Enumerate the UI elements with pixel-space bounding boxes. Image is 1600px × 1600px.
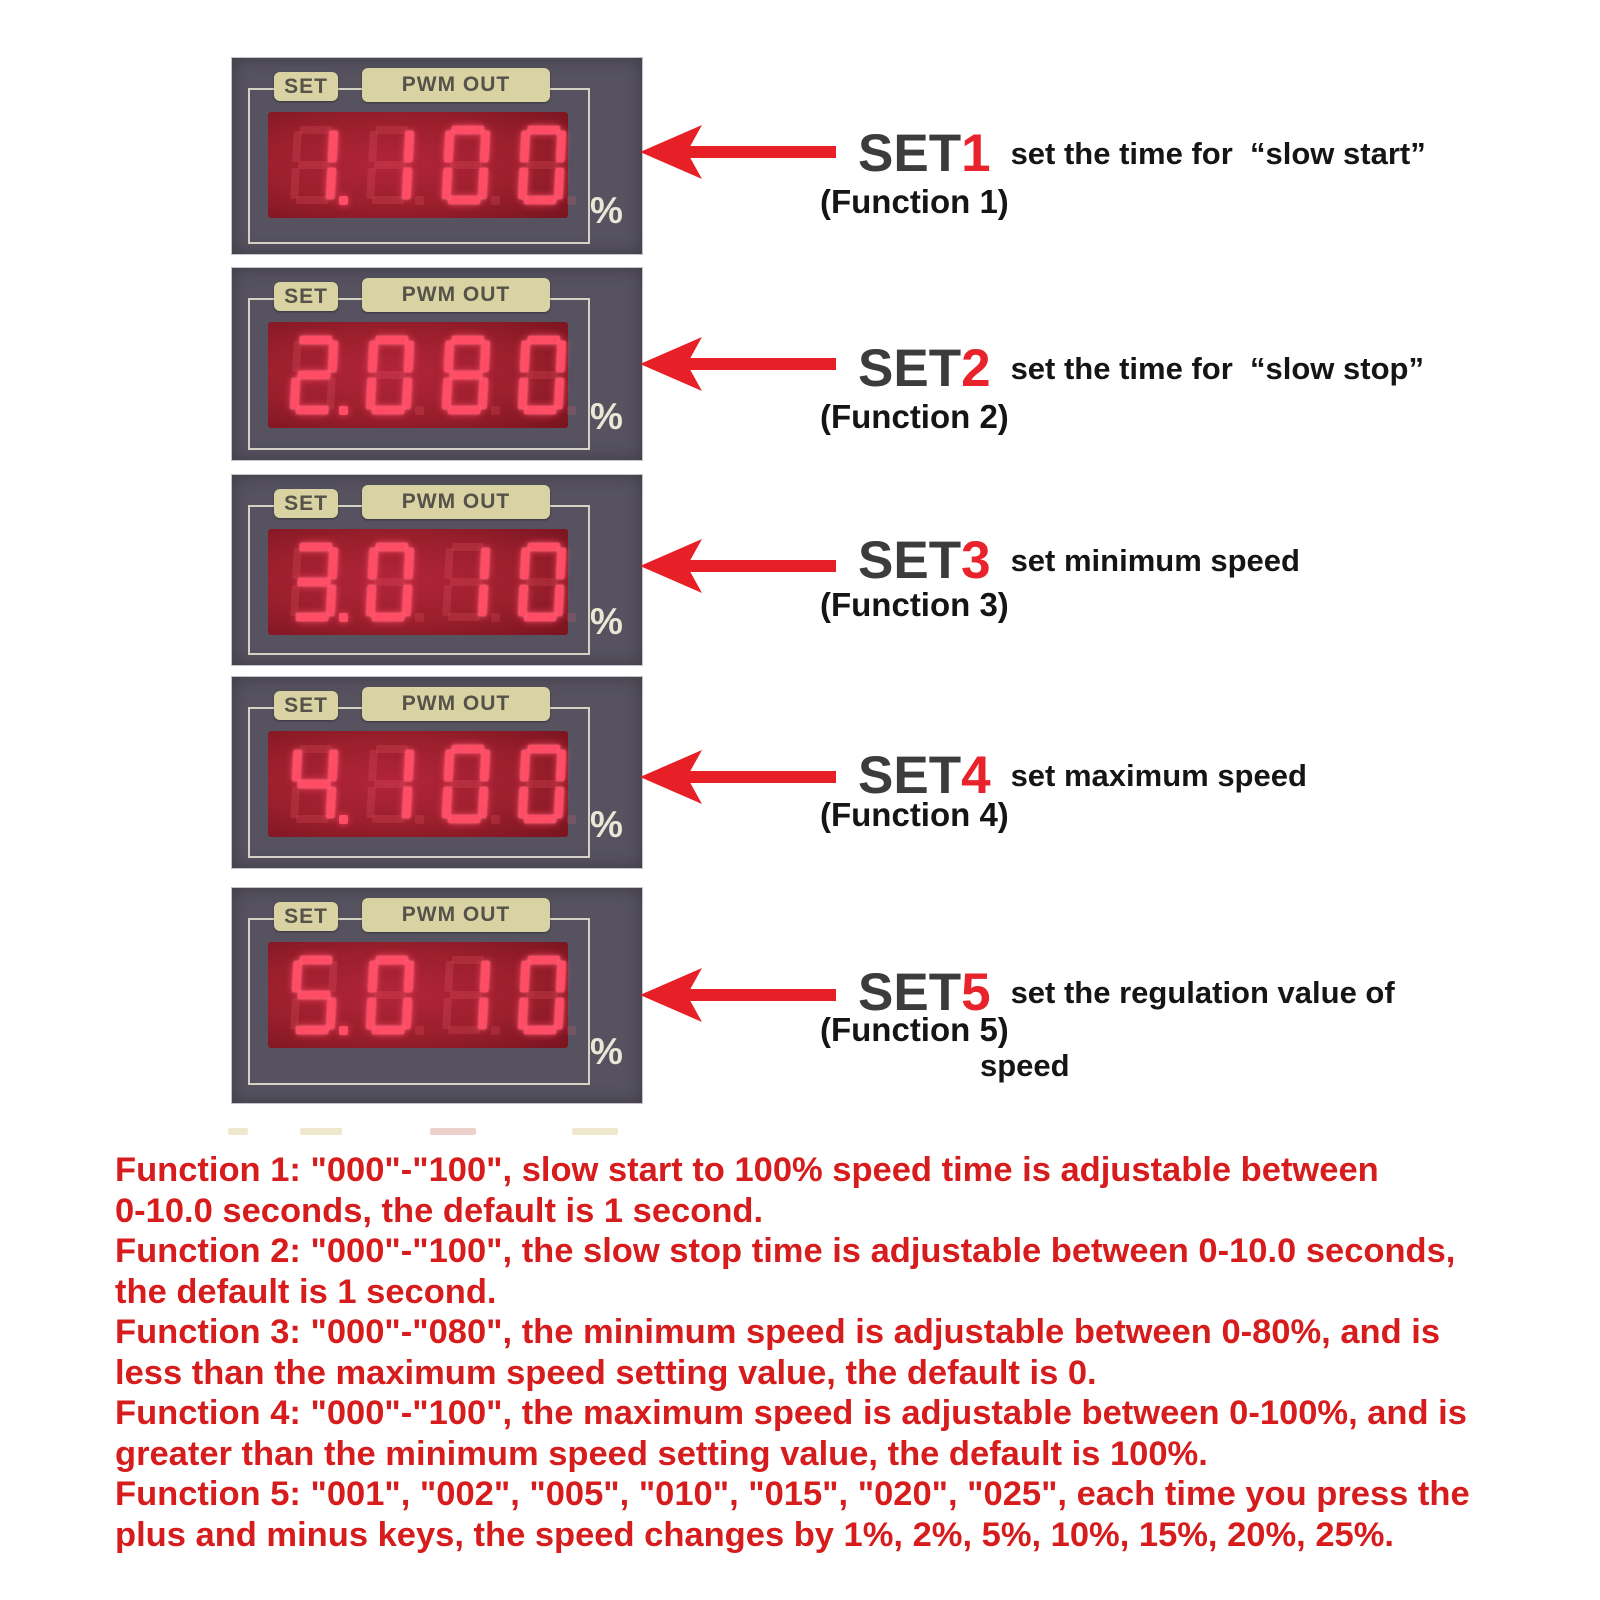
segment-f	[368, 131, 378, 162]
segment-b	[328, 750, 338, 781]
footer-line: plus and minus keys, the speed changes by 1%, 2%, 5%, 10%, 15%, 20%, 25%.	[115, 1515, 1394, 1554]
segment-d	[372, 613, 404, 621]
seven-segment-digit	[518, 745, 566, 823]
segment-e	[290, 378, 300, 409]
segment-e	[366, 168, 376, 199]
segment-a	[528, 336, 560, 344]
segment-d	[448, 196, 480, 204]
segment-f	[520, 961, 530, 992]
segment-d	[296, 406, 328, 414]
segment-f	[444, 131, 454, 162]
segment-a	[300, 126, 332, 134]
cropped-panel-remnant	[228, 1128, 248, 1135]
red-arrow-icon	[638, 536, 838, 596]
decimal-point	[415, 196, 424, 205]
segment-d	[372, 196, 404, 204]
segment-c	[402, 168, 412, 199]
segment-c	[326, 998, 336, 1029]
footer-line: the default is 1 second.	[115, 1272, 497, 1311]
seven-segment-digit	[518, 543, 566, 621]
seven-segment-digit	[366, 126, 414, 204]
segment-g	[374, 371, 406, 379]
segment-e	[366, 585, 376, 616]
set-description: set the time for “slow start”	[1010, 136, 1426, 171]
set-label: SET	[858, 746, 962, 805]
decimal-point	[491, 815, 500, 824]
segment-b	[480, 341, 490, 372]
set-tag: SET	[274, 489, 338, 518]
segment-a	[528, 956, 560, 964]
segment-c	[554, 787, 564, 818]
percent-label: %	[590, 1031, 623, 1072]
segment-b	[480, 750, 490, 781]
decimal-point	[491, 1026, 500, 1035]
segment-b	[404, 548, 414, 579]
seven-segment-digit	[518, 126, 566, 204]
led-display	[268, 731, 568, 837]
segment-c	[478, 787, 488, 818]
segment-f	[520, 341, 530, 372]
display-panel	[232, 58, 642, 254]
segment-d	[524, 613, 556, 621]
segment-f	[520, 548, 530, 579]
set-number: 5	[961, 963, 991, 1022]
cropped-panel-remnant	[300, 1128, 342, 1135]
display-panel	[232, 677, 642, 868]
segment-f	[444, 961, 454, 992]
segment-b	[328, 131, 338, 162]
segment-e	[518, 787, 528, 818]
set-tag: SET	[274, 902, 338, 931]
segment-f	[292, 750, 302, 781]
decimal-point	[567, 406, 576, 415]
segment-a	[300, 336, 332, 344]
segment-c	[554, 378, 564, 409]
segment-d	[372, 406, 404, 414]
segment-a	[452, 956, 484, 964]
segment-d	[524, 1026, 556, 1034]
segment-g	[374, 578, 406, 586]
set-tag: SET	[274, 282, 338, 311]
segment-d	[524, 406, 556, 414]
segment-g	[526, 161, 558, 169]
footer-line: greater than the minimum speed setting value, the default is 100%.	[115, 1434, 1208, 1473]
function-label: (Function 5)	[820, 1011, 1009, 1048]
percent-label: %	[590, 601, 623, 642]
segment-c	[478, 378, 488, 409]
footer-line: Function 4: "000"-"100", the maximum speed is adjustable between 0-100%, and is	[115, 1394, 1467, 1432]
percent-label: %	[590, 396, 623, 437]
segment-g	[298, 578, 330, 586]
segment-a	[300, 745, 332, 753]
decimal-point	[567, 196, 576, 205]
led-display	[268, 322, 568, 428]
seven-segment-digit	[290, 956, 338, 1034]
set-description: set the time for “slow stop”	[1010, 351, 1424, 386]
segment-a	[300, 543, 332, 551]
segment-a	[376, 956, 408, 964]
seven-segment-digit	[290, 745, 338, 823]
segment-b	[404, 750, 414, 781]
segment-e	[518, 998, 528, 1029]
seven-segment-digit	[442, 126, 490, 204]
set-tag: SET	[274, 72, 338, 101]
segment-f	[368, 341, 378, 372]
segment-c	[554, 585, 564, 616]
set-description-line2: speed	[980, 1048, 1070, 1083]
segment-c	[478, 168, 488, 199]
decimal-point	[415, 613, 424, 622]
seven-segment-digit	[518, 956, 566, 1034]
led-display	[268, 529, 568, 635]
segment-b	[480, 548, 490, 579]
segment-c	[402, 378, 412, 409]
segment-a	[528, 745, 560, 753]
segment-d	[296, 613, 328, 621]
red-arrow-icon	[638, 334, 838, 394]
segment-g	[374, 161, 406, 169]
seven-segment-digit	[290, 543, 338, 621]
segment-c	[326, 378, 336, 409]
segment-b	[404, 131, 414, 162]
decimal-point	[567, 815, 576, 824]
seven-segment-digit	[290, 126, 338, 204]
pwm-out-tag: PWM OUT	[362, 485, 550, 519]
function-notes	[115, 1150, 1470, 1555]
seven-segment-digit	[518, 336, 566, 414]
segment-c	[326, 585, 336, 616]
segment-c	[326, 787, 336, 818]
segment-d	[524, 815, 556, 823]
seven-segment-digit	[366, 956, 414, 1034]
decimal-point	[567, 613, 576, 622]
decimal-point	[491, 196, 500, 205]
footer-line: Function 1: "000"-"100", slow start to 100% speed time is adjustable between	[115, 1151, 1379, 1189]
segment-d	[448, 815, 480, 823]
segment-g	[526, 780, 558, 788]
segment-f	[292, 961, 302, 992]
display-panel	[232, 475, 642, 665]
segment-e	[366, 998, 376, 1029]
segment-d	[448, 613, 480, 621]
segment-f	[368, 750, 378, 781]
set-number: 2	[961, 339, 991, 398]
footer-line: Function 5: "001", "002", "005", "010", "015", "020", "025", each time you press the	[115, 1475, 1470, 1513]
segment-b	[404, 961, 414, 992]
decimal-point	[491, 406, 500, 415]
set-label: SET	[858, 963, 962, 1022]
segment-c	[554, 998, 564, 1029]
decimal-point	[491, 613, 500, 622]
segment-g	[526, 371, 558, 379]
seven-segment-digit	[442, 336, 490, 414]
segment-g	[526, 578, 558, 586]
segment-a	[452, 126, 484, 134]
segment-b	[328, 961, 338, 992]
segment-c	[326, 168, 336, 199]
segment-b	[480, 131, 490, 162]
decimal-point	[415, 406, 424, 415]
segment-e	[290, 998, 300, 1029]
segment-c	[478, 998, 488, 1029]
segment-f	[292, 341, 302, 372]
segment-f	[444, 750, 454, 781]
seven-segment-digit	[442, 956, 490, 1034]
function-label: (Function 1)	[820, 183, 1009, 220]
segment-a	[300, 956, 332, 964]
decimal-point	[339, 406, 348, 415]
function-label: (Function 4)	[820, 796, 1009, 833]
segment-g	[298, 371, 330, 379]
segment-e	[290, 168, 300, 199]
percent-label: %	[590, 804, 623, 845]
seven-segment-digit	[366, 543, 414, 621]
segment-a	[376, 126, 408, 134]
segment-e	[290, 585, 300, 616]
segment-f	[368, 961, 378, 992]
segment-b	[480, 961, 490, 992]
footer-line: less than the maximum speed setting value, the default is 0.	[115, 1353, 1097, 1392]
cropped-panel-remnant	[572, 1128, 618, 1135]
segment-a	[376, 745, 408, 753]
segment-e	[518, 378, 528, 409]
decimal-point	[339, 815, 348, 824]
footer-line: Function 2: "000"-"100", the slow stop time is adjustable between 0-10.0 seconds,	[115, 1232, 1456, 1270]
red-arrow-icon	[638, 122, 838, 182]
seven-segment-digit	[442, 745, 490, 823]
set-description: set minimum speed	[1010, 543, 1300, 578]
decimal-point	[567, 1026, 576, 1035]
segment-d	[296, 196, 328, 204]
segment-e	[442, 998, 452, 1029]
function-label: (Function 3)	[820, 586, 1009, 623]
pwm-out-tag: PWM OUT	[362, 68, 550, 102]
segment-a	[528, 543, 560, 551]
decimal-point	[415, 1026, 424, 1035]
segment-a	[376, 336, 408, 344]
segment-e	[366, 787, 376, 818]
segment-c	[478, 585, 488, 616]
segment-d	[372, 815, 404, 823]
segment-b	[556, 961, 566, 992]
seven-segment-digit	[442, 543, 490, 621]
segment-b	[556, 548, 566, 579]
segment-g	[450, 991, 482, 999]
segment-f	[368, 548, 378, 579]
function-label: (Function 2)	[820, 398, 1009, 435]
decimal-point	[339, 196, 348, 205]
segment-g	[450, 578, 482, 586]
segment-d	[448, 406, 480, 414]
set-label: SET	[858, 531, 962, 590]
red-arrow-icon	[638, 747, 838, 807]
led-display	[268, 942, 568, 1048]
segment-g	[450, 371, 482, 379]
segment-g	[374, 991, 406, 999]
set-number: 4	[961, 746, 991, 805]
segment-c	[402, 585, 412, 616]
segment-a	[452, 336, 484, 344]
set-description: set maximum speed	[1010, 758, 1307, 793]
segment-a	[452, 745, 484, 753]
footer-line: Function 3: "000"-"080", the minimum speed is adjustable between 0-80%, and is	[115, 1313, 1441, 1351]
pwm-out-tag: PWM OUT	[362, 898, 550, 932]
segment-b	[556, 131, 566, 162]
segment-f	[444, 341, 454, 372]
set-annotation	[858, 530, 1300, 591]
pwm-out-tag: PWM OUT	[362, 687, 550, 721]
segment-e	[442, 787, 452, 818]
segment-d	[296, 1026, 328, 1034]
segment-f	[444, 548, 454, 579]
set-label: SET	[858, 339, 962, 398]
segment-b	[556, 750, 566, 781]
segment-c	[554, 168, 564, 199]
red-arrow-icon	[638, 965, 838, 1025]
segment-g	[374, 780, 406, 788]
percent-label: %	[590, 190, 623, 231]
segment-f	[292, 548, 302, 579]
decimal-point	[339, 613, 348, 622]
segment-d	[296, 815, 328, 823]
footer-line: 0-10.0 seconds, the default is 1 second.	[115, 1191, 764, 1230]
display-panel	[232, 268, 642, 460]
pwm-out-tag: PWM OUT	[362, 278, 550, 312]
segment-f	[520, 131, 530, 162]
segment-a	[376, 543, 408, 551]
segment-e	[442, 585, 452, 616]
segment-g	[526, 991, 558, 999]
set-label: SET	[858, 124, 962, 183]
seven-segment-digit	[290, 336, 338, 414]
seven-segment-digit	[366, 336, 414, 414]
set-description: set the regulation value of	[1010, 975, 1395, 1010]
segment-d	[372, 1026, 404, 1034]
segment-e	[442, 168, 452, 199]
segment-f	[292, 131, 302, 162]
segment-e	[366, 378, 376, 409]
segment-g	[298, 991, 330, 999]
led-display	[268, 112, 568, 218]
segment-d	[524, 196, 556, 204]
segment-c	[402, 787, 412, 818]
segment-g	[450, 161, 482, 169]
set-annotation	[858, 123, 1426, 184]
set-annotation	[858, 338, 1424, 399]
segment-a	[452, 543, 484, 551]
segment-b	[328, 341, 338, 372]
display-panel	[232, 888, 642, 1103]
segment-g	[450, 780, 482, 788]
seven-segment-digit	[366, 745, 414, 823]
segment-g	[298, 780, 330, 788]
segment-c	[402, 998, 412, 1029]
segment-f	[520, 750, 530, 781]
segment-b	[404, 341, 414, 372]
decimal-point	[415, 815, 424, 824]
segment-e	[290, 787, 300, 818]
segment-e	[518, 168, 528, 199]
set-number: 3	[961, 531, 991, 590]
segment-g	[298, 161, 330, 169]
set-tag: SET	[274, 691, 338, 720]
decimal-point	[339, 1026, 348, 1035]
segment-e	[518, 585, 528, 616]
cropped-panel-remnant	[430, 1128, 476, 1135]
segment-e	[442, 378, 452, 409]
set-number: 1	[961, 124, 991, 183]
segment-d	[448, 1026, 480, 1034]
segment-b	[556, 341, 566, 372]
segment-b	[328, 548, 338, 579]
segment-a	[528, 126, 560, 134]
